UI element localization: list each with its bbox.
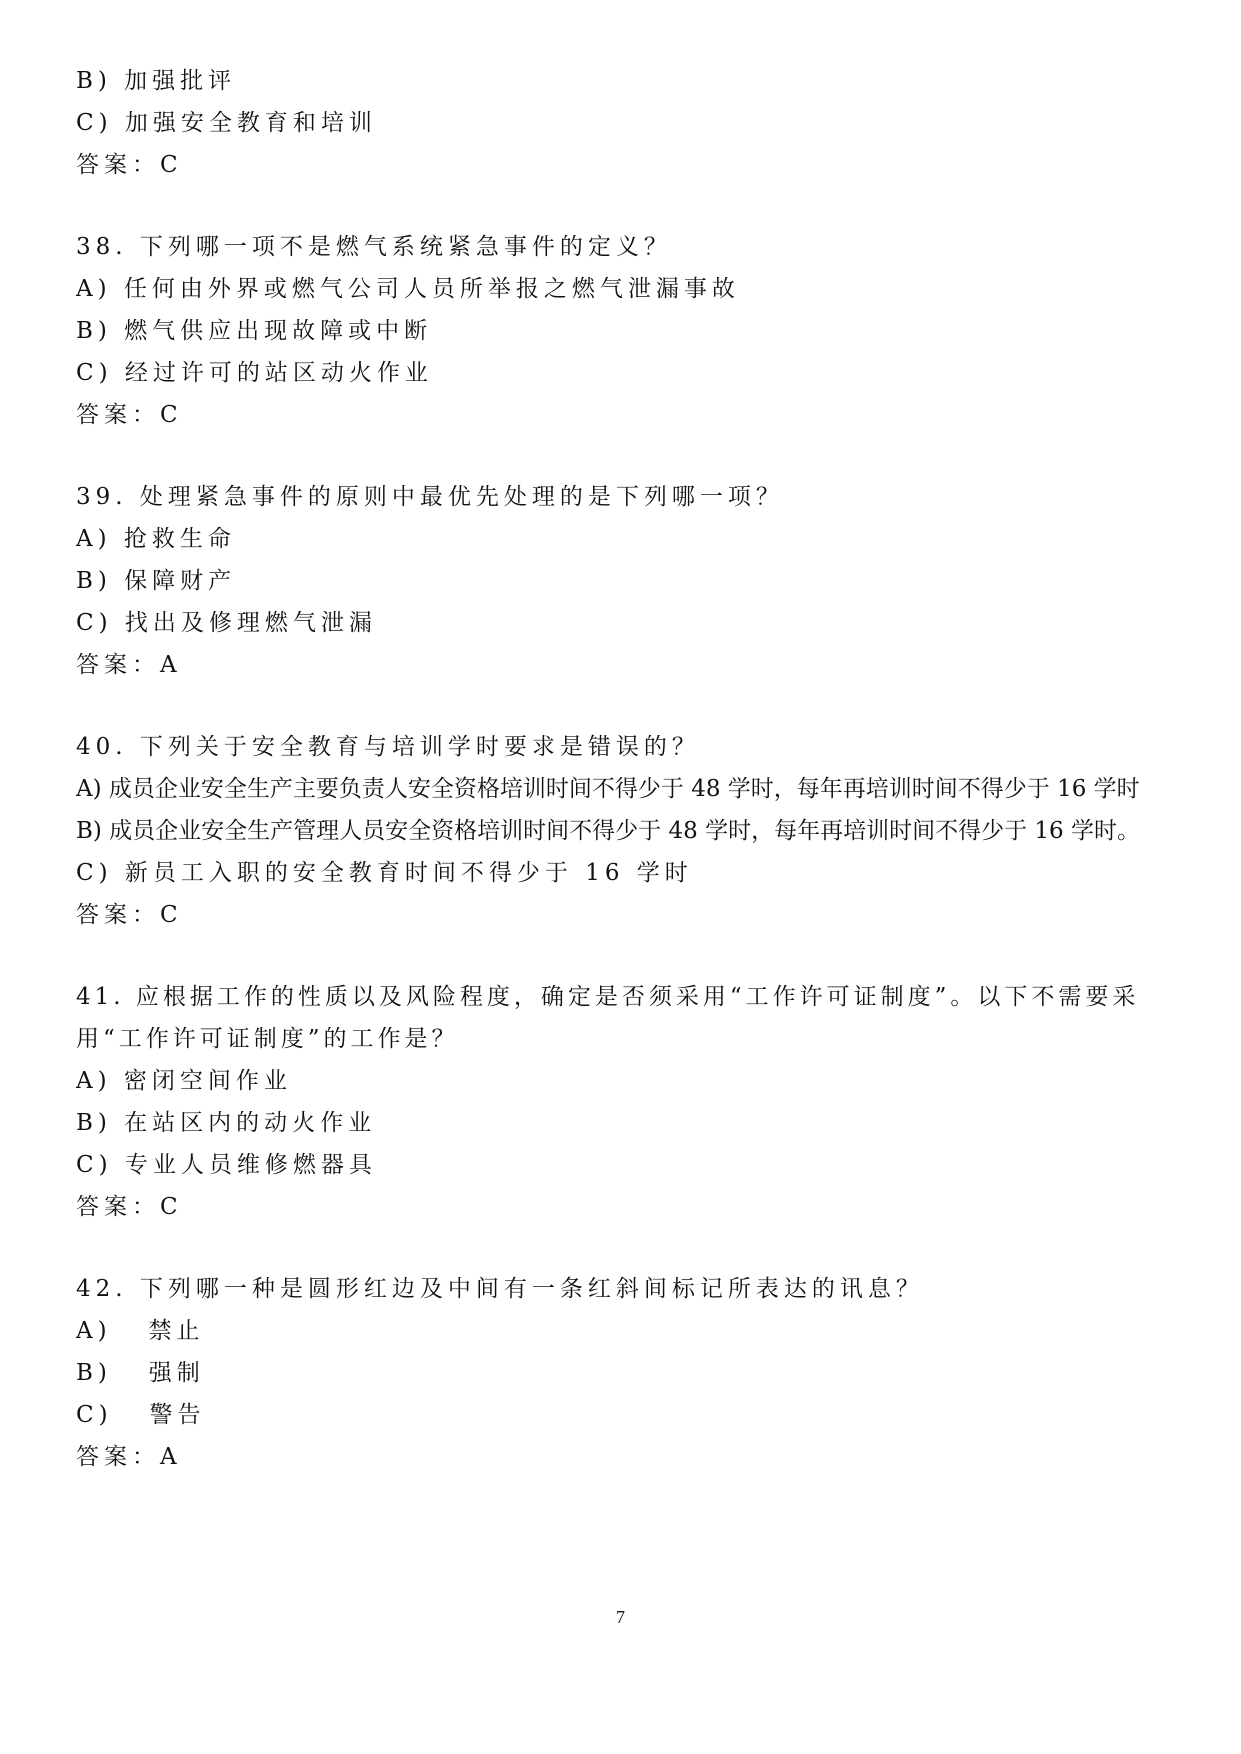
option-c: C) 新员工入职的安全教育时间不得少于 16 学时 xyxy=(76,860,693,886)
question-41 xyxy=(76,976,1171,1228)
option-b: B) 成员企业安全生产管理人员安全资格培训时间不得少于 48 学时，每年再培训时间不得少于 16 学时。 xyxy=(76,818,1140,844)
option-c: C) 警告 xyxy=(76,1402,206,1428)
option-a: A) 禁止 xyxy=(76,1318,205,1344)
option-c: C) 找出及修理燃气泄漏 xyxy=(76,610,377,636)
option-c: C) 经过许可的站区动火作业 xyxy=(76,360,433,386)
answer: 答案：C xyxy=(76,1194,183,1220)
answer: 答案：A xyxy=(76,652,182,678)
question-38 xyxy=(76,226,1171,436)
option-c: C) 专业人员维修燃器具 xyxy=(76,1152,377,1178)
option-b: B) 强制 xyxy=(76,1360,205,1386)
question-37-continued xyxy=(76,60,1171,186)
question-stem: 39. 处理紧急事件的原则中最优先处理的是下列哪一项？ xyxy=(76,484,784,510)
question-stem: 38. 下列哪一项不是燃气系统紧急事件的定义？ xyxy=(76,234,672,260)
option-a: A) 密闭空间作业 xyxy=(76,1068,292,1094)
option-a: A) 成员企业安全生产主要负责人安全资格培训时间不得少于 48 学时，每年再培训时间不得少于 16 学时 xyxy=(76,776,1140,802)
answer: 答案：C xyxy=(76,152,183,178)
question-stem: 42. 下列哪一种是圆形红边及中间有一条红斜间标记所表达的讯息？ xyxy=(76,1276,924,1302)
document-body xyxy=(76,60,1171,1518)
option-b: B) 燃气供应出现故障或中断 xyxy=(76,318,433,344)
option-b: B) 在站区内的动火作业 xyxy=(76,1110,377,1136)
question-stem: 40. 下列关于安全教育与培训学时要求是错误的？ xyxy=(76,734,700,760)
question-40 xyxy=(76,726,1171,936)
option-a: A) 抢救生命 xyxy=(76,526,236,552)
question-42 xyxy=(76,1268,1171,1478)
answer: 答案：A xyxy=(76,1444,182,1470)
page-number: 7 xyxy=(616,1607,625,1627)
option-b: B) 加强批评 xyxy=(76,68,237,94)
answer: 答案：C xyxy=(76,402,183,428)
question-39 xyxy=(76,476,1171,686)
answer: 答案：C xyxy=(76,902,183,928)
option-b: B) 保障财产 xyxy=(76,568,237,594)
option-c: C) 加强安全教育和培训 xyxy=(76,110,377,136)
option-a: A) 任何由外界或燃气公司人员所举报之燃气泄漏事故 xyxy=(76,276,740,302)
question-stem: 41. 应根据工作的性质以及风险程度，确定是否须采用“工作许可证制度”。以下不需要采用“工作许可证制度”的工作是？ xyxy=(76,984,1140,1052)
